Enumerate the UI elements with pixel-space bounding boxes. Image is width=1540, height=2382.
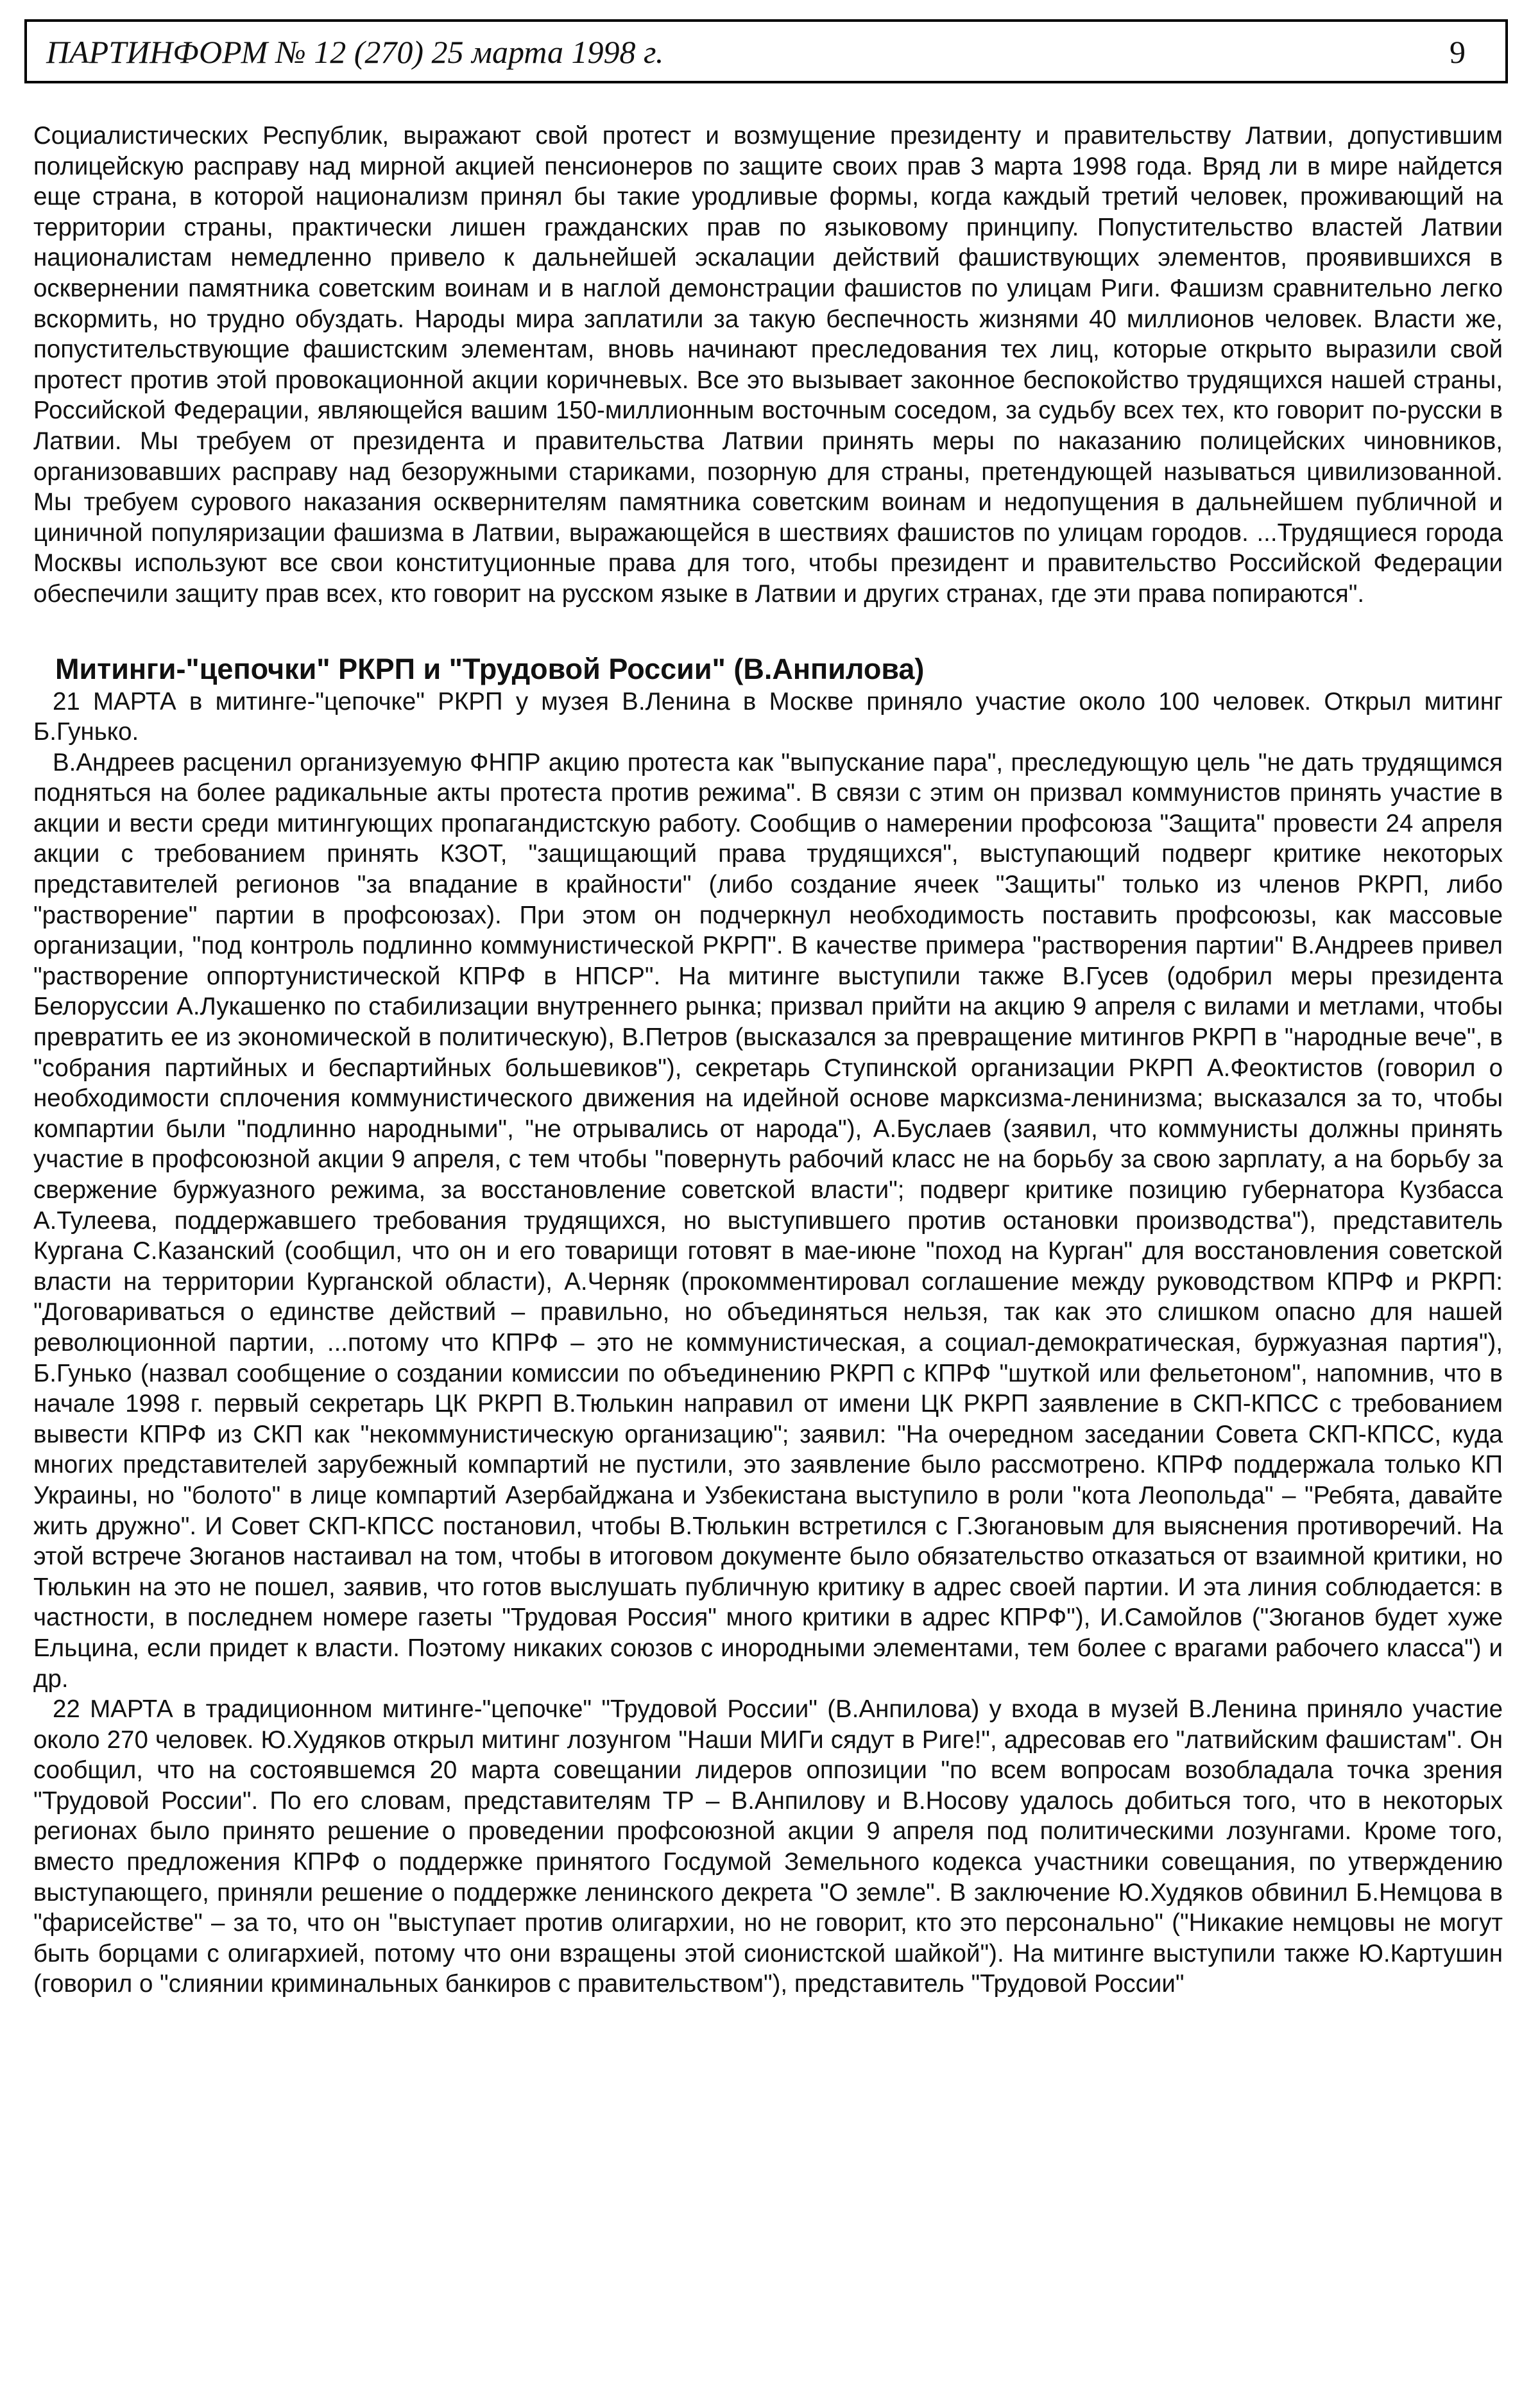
intro-paragraph: Социалистических Республик, выражают свой протест и возмущение президенту и правительству Латвии, допустившим полицейскую расправу над мирной акцией пенсионеров по защите своих прав 3 марта 1998 года. Вряд ли в мире найдется еще страна, в которой национализм принял бы такие уродливые формы, когда каждый третий человек, проживающий на территории страны, практически лишен гражданских прав по языковому принципу. Попустительство властей Латвии националистам немедленно привело к дальнейшей эскалации действий фашиствующих элементов, проявившихся в осквернении памятника советским воинам и в наглой демонстрации фашистов по улицам Риги. Фашизм сравнительно легко вскормить, но трудно обуздать. Народы мира заплатили за такую беспечность жизнями 40 миллионов человек. Власти же, попустительствующие фашистским элементам, вновь начинают преследования тех лиц, которые открыто выразили свой протест против этой провокационной акции коричневых. Все это вызывает законное беспокойство трудящихся нашей страны, Российской Федерации, являющейся вашим 150-миллионным восточным соседом, за судьбу всех тех, кто говорит по-русски в Латвии. Мы требуем от президента и правительства Латвии принять меры по наказанию полицейских чиновников, организовавших расправу над безоружными стариками, позорную для страны, претендующей называться цивилизованной. Мы требуем сурового наказания осквернителям памятника советским воинам и недопущения в дальнейшем публичной и циничной популяризации фашизма в Латвии, выражающейся в шествиях фашистов по улицам городов. ...Трудящиеся города Москвы используют все свои конституционные права для того, чтобы президент и правительство Российской Федерации обеспечили защиту прав всех, кто говорит на русском языке в Латвии и других странах, где эти права попираются". — [33, 122, 1503, 608]
page-number: 9 — [1450, 34, 1466, 70]
article-body — [33, 121, 1503, 2000]
paragraph-21-march: 21 МАРТА в митинге-"цепочке" РКРП у музея В.Ленина в Москве приняло участие около 100 человек. Открыл митинг Б.Гунько. — [33, 687, 1503, 746]
paragraph-22-march: 22 МАРТА в традиционном митинге-"цепочке" "Трудовой России" (В.Анпилова) у входа в музей В.Ленина приняло участие около 270 человек. Ю.Худяков открыл митинг лозунгом "Наши МИГи сядут в Риге!", адресовав его "латвийским фашистам". Он сообщил, что на состоявшемся 20 марта совещании лидеров оппозиции "по всем вопросам возобладала точка зрения "Трудовой России". По его словам, представителям ТР – В.Анпилову и В.Носову удалось добиться того, что в некоторых регионах было принято решение о проведении профсоюзной акции 9 апреля под политическими лозунгами. Кроме того, вместо предложения КПРФ о поддержке принятого Госдумой Земельного кодекса участники совещания, по утверждению выступающего, приняли решение о поддержке ленинского декрета "О земле". В заключение Ю.Худяков обвинил Б.Немцова в "фарисействе" – за то, что он "выступает против олигархии, но не говорит, кто это персонально" ("Никакие немцовы не могут быть борцами с олигархией, потому что они взращены этой сионистской шайкой"). На митинге выступили также Ю.Картушин (говорил о "слиянии криминальных банкиров с правительством"), представитель "Трудовой России" — [33, 1695, 1503, 1998]
section-heading: Митинги-"цепочки" РКРП и "Трудовой России" (В.Анпилова) — [55, 652, 925, 685]
publication-title: ПАРТИНФОРМ № 12 (270) 25 марта 1998 г. — [46, 34, 664, 70]
page-header — [24, 19, 1508, 83]
paragraph-andreev: В.Андреев расценил организуемую ФНПР акцию протеста как "выпускание пара", преследующую цель "не дать трудящимся подняться на более радикальные акты протеста против режима". В связи с этим он призвал коммунистов принять участие в акции и вести среди митингующих пропагандистскую работу. Сообщив о намерении профсоюза "Защита" провести 24 апреля акции с требованием принять КЗОТ, "защищающий права трудящихся", выступающий подверг критике некоторых представителей регионов "за впадание в крайности" (либо создание ячеек "Защиты" только из членов РКРП, либо "растворение" партии в профсоюзах). При этом он подчеркнул необходимость поставить профсоюзы, как массовые организации, "под контроль подлинно коммунистической РКРП". В качестве примера "растворения партии" В.Андреев привел "растворение оппортунистической КПРФ в НПСР". На митинге выступили также В.Гусев (одобрил меры президента Белоруссии А.Лукашенко по стабилизации внутреннего рынка; призвал прийти на акцию 9 апреля с вилами и метлами, чтобы превратить ее из экономической в политическую), В.Петров (высказался за превращение митингов РКРП в "народные вече", в "собрания партийных и беспартийных большевиков"), секретарь Ступинской организации РКРП А.Феоктистов (говорил о необходимости сплочения коммунистического движения на идейной основе марксизма-ленинизма; высказался за то, чтобы компартии были "подлинно народными", "не отрывались от народа"), А.Буслаев (заявил, что коммунисты должны принять участие в профсоюзной акции 9 апреля, с тем чтобы "повернуть рабочий класс не на борьбу за свою зарплату, а на борьбу за свержение буржуазного режима, за восстановление советской власти"; подверг критике позицию губернатора Кузбасса А.Тулеева, поддержавшего требования трудящихся, но выступившего против остановки производства"), представитель Кургана С.Казанский (сообщил, что он и его товарищи готовят в мае-июне "поход на Курган" для восстановления советской власти на территории Курганской области), А.Черняк (прокомментировал соглашение между руководством КПРФ и РКРП: "Договариваться о единстве действий – правильно, но объединяться нельзя, так как это слишком опасно для нашей революционной партии, ...потому что КПРФ – это не коммунистическая, а социал-демократическая, буржуазная партия"), Б.Гунько (назвал сообщение о создании комиссии по объединению РКРП с КПРФ "шуткой или фельетоном", напомнив, что в начале 1998 г. первый секретарь ЦК РКРП В.Тюлькин направил от имени ЦК РКРП заявление в СКП-КПСС с требованием вывести КПРФ из СКП как "некоммунистическую организацию"; заявил: "На очередном заседании Совета СКП-КПСС, куда многих представителей зарубежный компартий не пустили, это заявление было рассмотрено. КПРФ поддержала только КП Украины, но "болото" в лице компартий Азербайджана и Узбекистана выступило в роли "кота Леопольда" – "Ребята, давайте жить дружно". И Совет СКП-КПСС постановил, чтобы В.Тюлькин встретился с Г.Зюгановым для выяснения противоречий. На этой встрече Зюганов настаивал на том, чтобы в итоговом документе было обязательство отказаться от взаимной критики, но Тюлькин на это не пошел, заявив, что готов выслушать публичную критику в адрес своей партии. И эта линия соблюдается: в частности, в последнем номере газеты "Трудовая Россия" много критики в адрес КПРФ"), И.Самойлов ("Зюганов будет хуже Ельцина, если придет к власти. Поэтому никаких союзов с инородными элементами, тем более с врагами рабочего класса") и др. — [33, 748, 1503, 1693]
